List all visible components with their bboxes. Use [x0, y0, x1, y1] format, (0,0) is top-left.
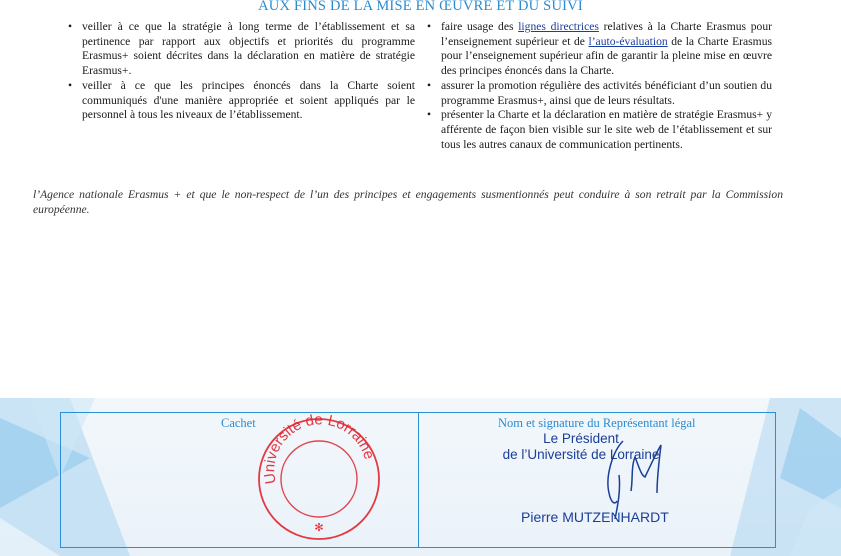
list-item-text: veiller à ce que la stratégie à long terme de l’établissement et sa pertinence par rapport aux objectifs et priorités du programme Erasmus+ soient décrites dans la déclaration en matière de stratégie Erasmus+. [82, 20, 415, 78]
university-stamp [254, 413, 384, 545]
list-item-text: veiller à ce que les principes énoncés dans la Charte soient communiqués d'une manière appropriée et soient appliqués par le personnel à tous les niveaux de l’établissement. [82, 78, 415, 122]
bullet-icon: • [427, 20, 432, 33]
signer-name: Pierre MUTZENHARDT [521, 509, 669, 525]
list-item-text-pre: faire usage des [441, 20, 519, 33]
president-title-line1: Le Président [543, 431, 619, 446]
list-item [427, 108, 772, 152]
list-item-text-post: de la Charte Erasmus pour l’enseignement supérieur afin de garantir la pleine mise en œuvre des principes énoncés dans la Charte. [441, 34, 772, 78]
signature-area [0, 398, 841, 556]
representative-label: Nom et signature du Représentant légal [498, 416, 696, 430]
signature-frame [60, 412, 776, 548]
list-item [68, 79, 415, 123]
handwritten-signature [601, 431, 681, 521]
list-item-text: présenter la Charte et la déclaration en matière de stratégie Erasmus+ y afférente de façon bien visible sur le site web de l’établissement et sur tous les autres canaux de communication pertinents. [441, 108, 772, 151]
guidelines-link[interactable]: lignes directrices [518, 20, 599, 33]
section-heading: AUX FINS DE LA MISE EN ŒUVRE ET DU SUIVI [258, 0, 583, 14]
stamp-star-icon: ✻ [314, 522, 324, 534]
cachet-label: Cachet [221, 416, 256, 430]
list-item-text: assurer la promotion régulière des activités bénéficiant d’un soutien du programme Erasmus+, ainsi que de leurs résultats. [441, 78, 772, 107]
list-item [427, 20, 772, 79]
list-item [68, 20, 415, 79]
right-column [427, 20, 772, 152]
self-assessment-link[interactable]: l’auto-évaluation [588, 34, 668, 48]
list-item-text-mid: relatives à la Charte Erasmus pour l’enseignement supérieur et de [441, 20, 772, 48]
bullet-icon: • [68, 78, 73, 92]
closing-note: l’Agence nationale Erasmus + et que le non-respect de l’un des principes et engagements susmentionnés peut conduire à son retrait par la Commission européenne. [33, 188, 783, 216]
bullet-icon: • [427, 78, 432, 92]
bullet-icon: • [68, 20, 73, 33]
frame-divider [418, 413, 419, 547]
list-item [427, 79, 772, 108]
left-column [68, 20, 415, 123]
bullet-icon: • [427, 108, 432, 122]
stamp-text: Université de Lorraine [261, 413, 378, 486]
president-title-line2: de l’Université de Lorraine [502, 447, 660, 462]
